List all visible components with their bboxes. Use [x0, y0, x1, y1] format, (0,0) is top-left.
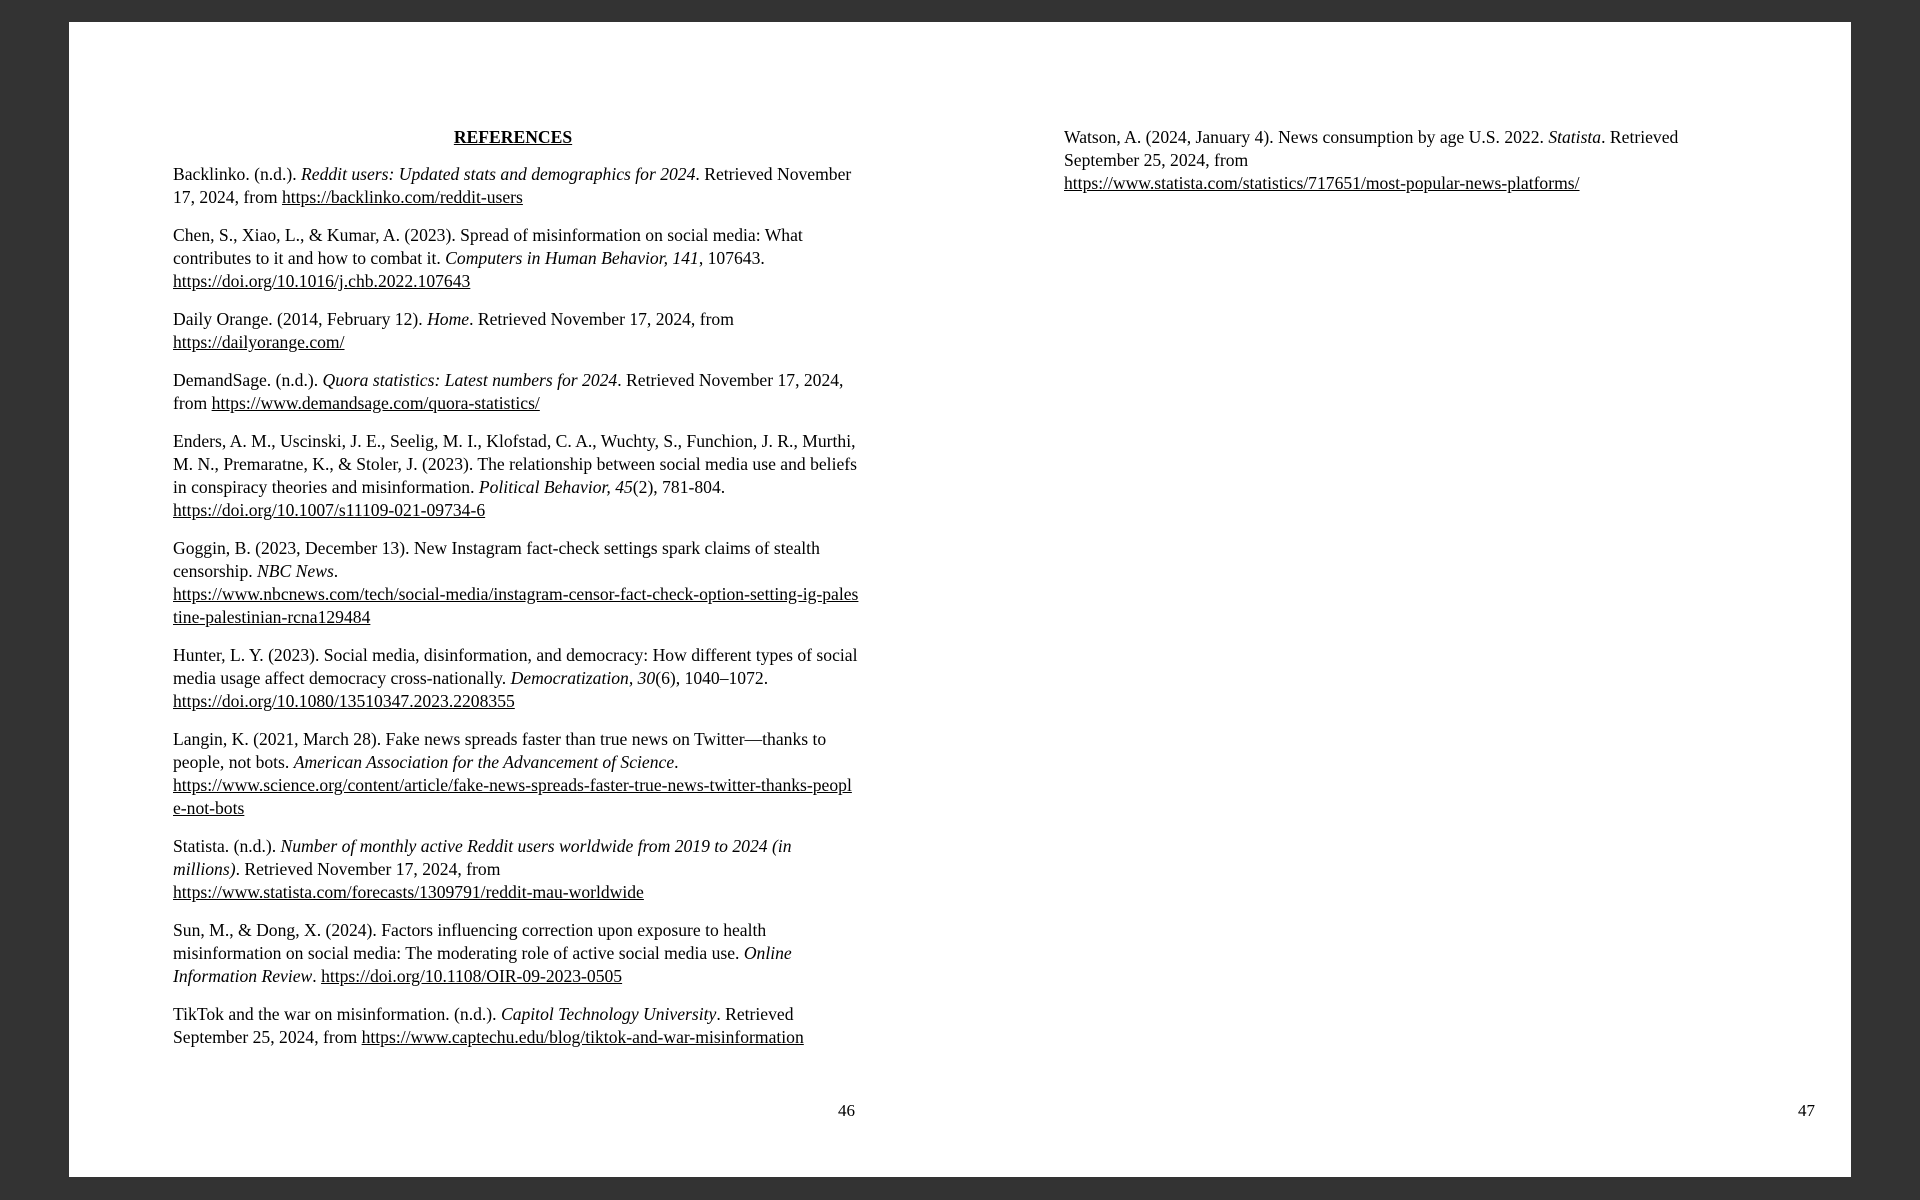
reference-line — [173, 690, 873, 713]
reference-link[interactable]: https://doi.org/10.1080/13510347.2023.2208355 — [173, 691, 515, 711]
reference-text: . Retrieved November — [695, 164, 852, 184]
reference-text: . Retrieved November 17, 2024, from — [469, 309, 734, 329]
reference-line — [173, 797, 873, 820]
page-number-right: 47 — [1798, 1101, 1815, 1120]
reference-link[interactable]: https://dailyorange.com/ — [173, 332, 345, 352]
reference-link[interactable]: https://www.nbcnews.com/tech/social-media/instagram-censor-fact-check-option-setting-ig-pales — [173, 584, 859, 604]
reference-hunter — [173, 644, 873, 713]
reference-title: Democratization, 30 — [510, 668, 656, 688]
reference-tiktok — [173, 1003, 873, 1049]
reference-text: media usage affect democracy cross-nationally. — [173, 668, 511, 688]
reference-text: . — [312, 966, 322, 986]
reference-line — [173, 606, 873, 629]
reference-text: misinformation on social media: The moderating role of active social media use. — [173, 943, 744, 963]
reference-title: Statista — [1548, 127, 1602, 147]
reference-text: Statista. (n.d.). — [173, 836, 281, 856]
reference-title: Number of monthly active Reddit users worldwide from 2019 to 2024 (in — [280, 836, 792, 856]
reference-text: September 25, 2024, from — [173, 1027, 362, 1047]
reference-title: Computers in Human Behavior, 141 — [445, 248, 699, 268]
reference-line — [173, 476, 873, 499]
reference-line — [173, 186, 873, 209]
reference-backlinko — [173, 163, 873, 209]
reference-line — [1064, 172, 1764, 195]
reference-text: censorship. — [173, 561, 258, 581]
page-number-left: 46 — [838, 1101, 855, 1120]
reference-title: American Association for the Advancement of Science — [293, 752, 675, 772]
reference-line — [173, 560, 873, 583]
reference-text: . — [333, 561, 339, 581]
reference-text: Daily Orange. (2014, February 12). — [173, 309, 428, 329]
reference-statista-reddit — [173, 835, 873, 904]
reference-title: Online — [743, 943, 792, 963]
reference-text: (6), 1040–1072. — [655, 668, 769, 688]
reference-text: . Retrieved — [1601, 127, 1679, 147]
reference-title: Information Review — [173, 966, 313, 986]
reference-text: in conspiracy theories and misinformation. — [173, 477, 479, 497]
reference-line — [173, 369, 873, 392]
reference-line — [173, 270, 873, 293]
reference-text: (2), 781-804. — [632, 477, 726, 497]
reference-line: Sun, M., & Dong, X. (2024). Factors influencing correction upon exposure to health — [173, 920, 767, 940]
page-right — [960, 22, 1851, 1177]
references-heading: REFERENCES — [453, 127, 573, 147]
reference-line — [173, 774, 873, 797]
page-left — [69, 22, 960, 1177]
reference-title: NBC News — [257, 561, 334, 581]
reference-line — [173, 667, 873, 690]
reference-line — [173, 858, 873, 881]
reference-link[interactable]: https://doi.org/10.1007/s11109-021-09734-6 — [173, 500, 486, 520]
reference-title: Quora statistics: Latest numbers for 2024 — [322, 370, 618, 390]
reference-langin — [173, 728, 873, 820]
reference-line — [1064, 126, 1764, 149]
reference-title: Home — [427, 309, 470, 329]
reference-link[interactable]: https://www.demandsage.com/quora-statistics/ — [211, 393, 540, 413]
reference-link[interactable]: https://backlinko.com/reddit-users — [281, 187, 523, 207]
reference-link[interactable]: tine-palestinian-rcna129484 — [173, 607, 371, 627]
references-column-left — [173, 126, 873, 1064]
reference-line: Enders, A. M., Uscinski, J. E., Seelig, M. I., Klofstad, C. A., Wuchty, S., Funchion, J. R., Murthi, — [173, 431, 856, 451]
reference-line: Goggin, B. (2023, December 13). New Instagram fact-check settings spark claims of stealth — [173, 538, 820, 558]
reference-text: DemandSage. (n.d.). — [173, 370, 323, 390]
reference-line — [173, 163, 873, 186]
reference-title: millions) — [173, 859, 236, 879]
reference-line: Langin, K. (2021, March 28). Fake news spreads faster than true news on Twitter—thanks to — [173, 729, 827, 749]
reference-text: 17, 2024, from — [173, 187, 282, 207]
reference-line — [173, 751, 873, 774]
reference-line — [173, 247, 873, 270]
reference-text: Watson, A. (2024, January 4). News consumption by age U.S. 2022. — [1064, 127, 1549, 147]
reference-title: Capitol Technology University — [500, 1004, 717, 1024]
reference-line — [173, 308, 873, 331]
reference-line — [173, 942, 873, 965]
reference-link[interactable]: https://doi.org/10.1108/OIR-09-2023-0505 — [321, 966, 623, 986]
reference-line — [173, 331, 873, 354]
reference-line — [173, 583, 873, 606]
reference-text: from — [173, 393, 212, 413]
reference-text: . Retrieved — [716, 1004, 794, 1024]
reference-link[interactable]: https://doi.org/10.1016/j.chb.2022.107643 — [173, 271, 471, 291]
reference-text: , 107643. — [698, 248, 765, 268]
reference-link[interactable]: https://www.statista.com/statistics/717651/most-popular-news-platforms/ — [1064, 173, 1580, 193]
reference-link[interactable]: https://www.captechu.edu/blog/tiktok-and-war-misinformation — [361, 1027, 804, 1047]
reference-line — [173, 1026, 873, 1049]
reference-link[interactable]: https://www.statista.com/forecasts/1309791/reddit-mau-worldwide — [173, 882, 644, 902]
reference-line: Chen, S., Xiao, L., & Kumar, A. (2023). Spread of misinformation on social media: What — [173, 225, 803, 245]
reference-line — [173, 392, 873, 415]
reference-text: . Retrieved November 17, 2024, — [617, 370, 844, 390]
reference-line — [173, 965, 873, 988]
reference-link[interactable]: e-not-bots — [173, 798, 245, 818]
reference-title: Political Behavior, 45 — [478, 477, 633, 497]
reference-daily-orange — [173, 308, 873, 354]
reference-title: Reddit users: Updated stats and demographics for 2024 — [301, 164, 696, 184]
reference-text: TikTok and the war on misinformation. (n.d.). — [173, 1004, 501, 1024]
reference-goggin — [173, 537, 873, 629]
reference-line: Hunter, L. Y. (2023). Social media, disinformation, and democracy: How different types of social — [173, 645, 858, 665]
reference-text: contributes to it and how to combat it. — [173, 248, 446, 268]
references-column-right — [1064, 126, 1764, 210]
reference-text: Backlinko. (n.d.). — [173, 164, 302, 184]
reference-line — [173, 835, 873, 858]
reference-line — [173, 499, 873, 522]
document-spread — [69, 22, 1851, 1177]
reference-text: people, not bots. — [173, 752, 294, 772]
reference-line — [173, 1003, 873, 1026]
reference-text: . — [674, 752, 679, 772]
reference-chen — [173, 224, 873, 293]
reference-link[interactable]: https://www.science.org/content/article/fake-news-spreads-faster-true-news-twitter-thanks-peopl — [173, 775, 852, 795]
reference-demandsage — [173, 369, 873, 415]
reference-sun — [173, 919, 873, 988]
reference-enders — [173, 430, 873, 522]
reference-line: M. N., Premaratne, K., & Stoler, J. (2023). The relationship between social media use and beliefs — [173, 454, 857, 474]
reference-line — [173, 881, 873, 904]
reference-text: . Retrieved November 17, 2024, from — [235, 859, 501, 879]
reference-watson — [1064, 126, 1764, 195]
reference-line: September 25, 2024, from — [1064, 150, 1249, 170]
